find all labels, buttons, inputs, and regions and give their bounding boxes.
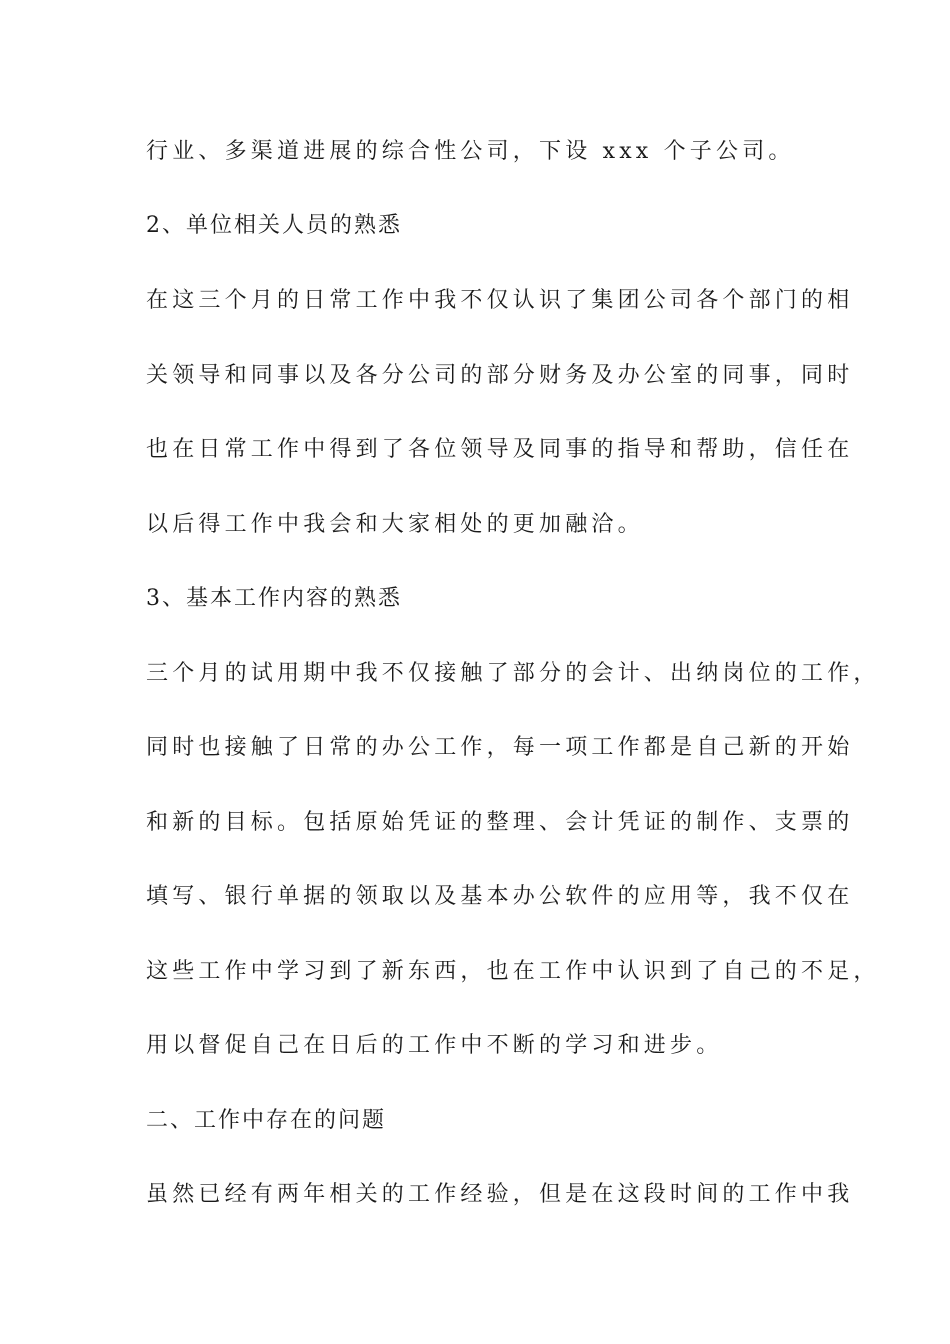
paragraph-line: 也在日常工作中得到了各位领导及同事的指导和帮助，信任在 (146, 437, 854, 462)
section-heading: 二、工作中存在的问题 (146, 1108, 387, 1133)
paragraph-line: 同时也接触了日常的办公工作，每一项工作都是自己新的开始 (146, 735, 854, 760)
paragraph-line: 虽然已经有两年相关的工作经验，但是在这段时间的工作中我 (146, 1182, 854, 1207)
paragraph-line: 在这三个月的日常工作中我不仅认识了集团公司各个部门的相 (146, 288, 854, 313)
paragraph-line: 和新的目标。包括原始凭证的整理、会计凭证的制作、支票的 (146, 810, 854, 835)
section-heading: 3、基本工作内容的熟悉 (146, 586, 402, 611)
paragraph-line: 关领导和同事以及各分公司的部分财务及办公室的同事，同时 (146, 363, 854, 388)
paragraph-line: 填写、银行单据的领取以及基本办公软件的应用等，我不仅在 (146, 884, 854, 909)
paragraph-line: 以后得工作中我会和大家相处的更加融洽。 (146, 512, 644, 537)
paragraph-line: 行业、多渠道进展的综合性公司，下设 xxx 个子公司。 (146, 139, 795, 164)
paragraph-line: 用以督促自己在日后的工作中不断的学习和进步。 (146, 1033, 723, 1058)
section-heading: 2、单位相关人员的熟悉 (146, 213, 402, 238)
paragraph-line: 三个月的试用期中我不仅接触了部分的会计、出纳岗位的工作， (146, 661, 880, 686)
paragraph-line: 这些工作中学习到了新东西，也在工作中认识到了自己的不足， (146, 959, 880, 984)
